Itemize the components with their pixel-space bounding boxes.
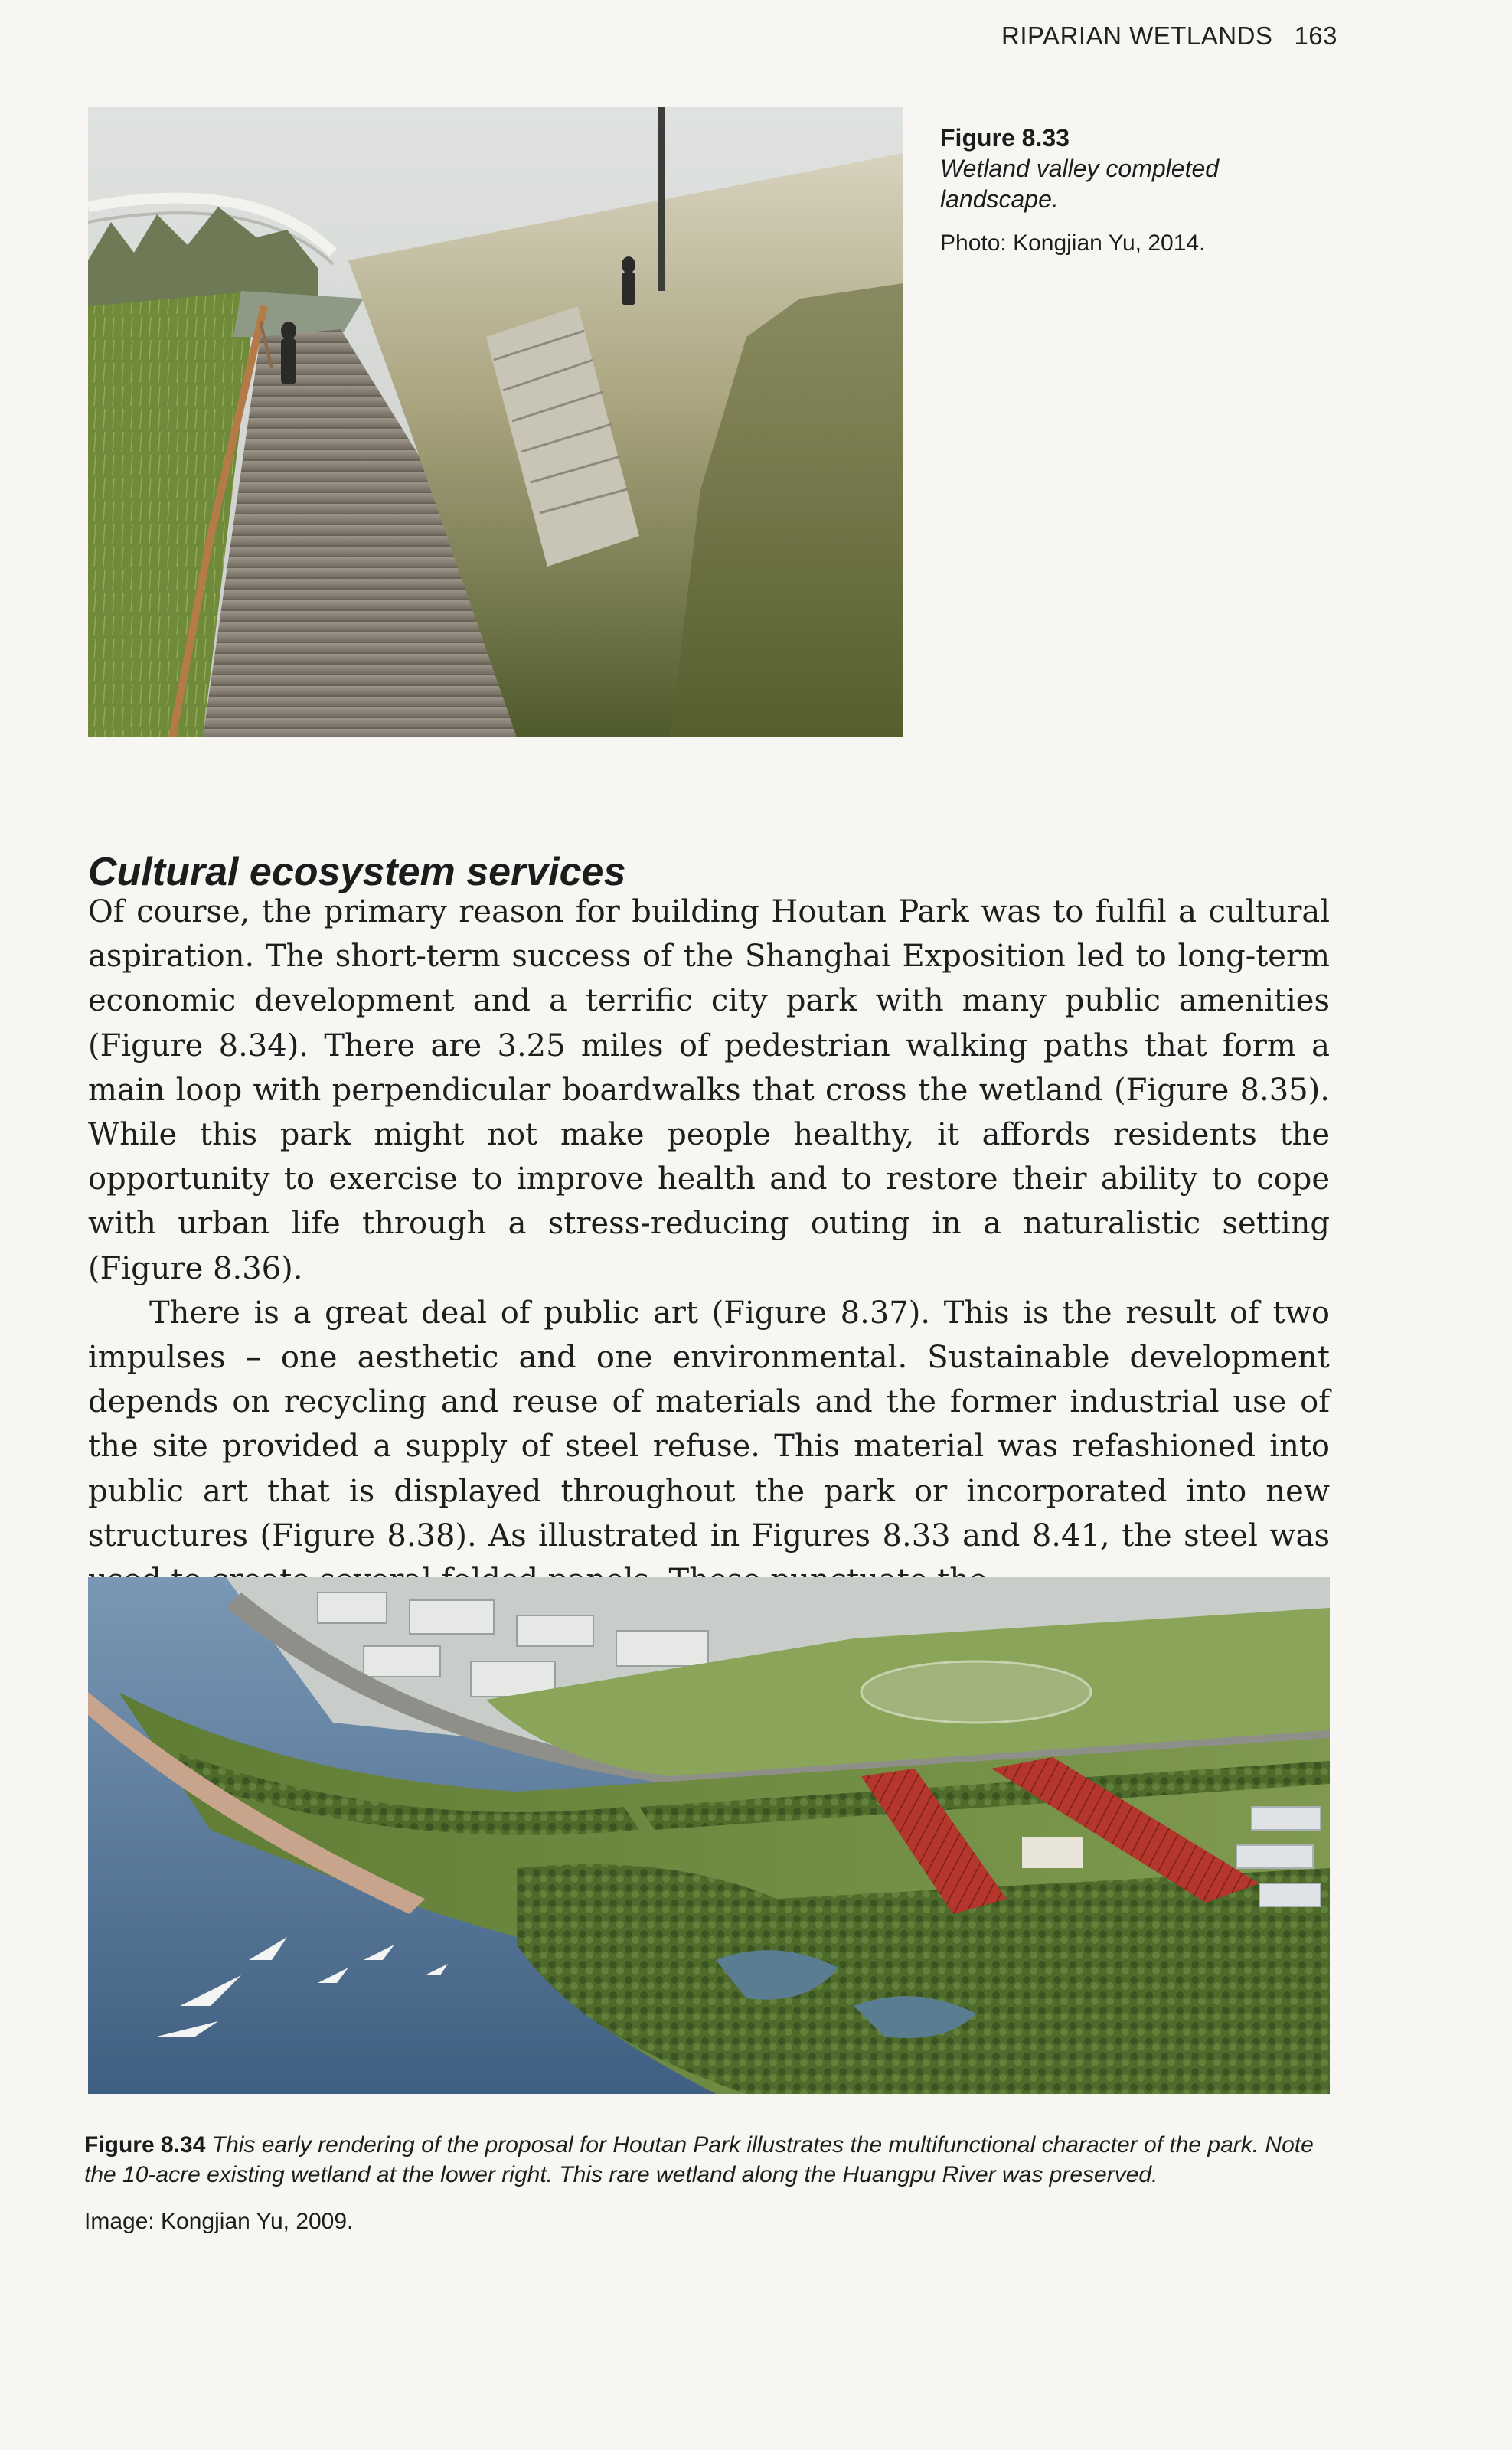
figure-8-33-photo xyxy=(88,107,903,737)
paragraph-2: There is a great deal of public art (Figure 8.37). This is the result of two impulses – one aesthetic and one environmental. Sustainable development depends on recycling and reuse of materials and the former industrial use of the site provided a supply of steel refuse. This material was refashioned into public art that is displayed throughout the park or incorporated into new structures (Figure 8.38). As illustrated in Figures 8.33 and 8.41, the steel was xyxy=(88,1295,1330,1553)
photo-credit: Photo: Kongjian Yu, 2014. xyxy=(940,230,1206,256)
figure-label: Figure 8.34 xyxy=(84,2132,212,2158)
body-text xyxy=(88,890,1330,1602)
figure-8-34-rendering xyxy=(88,1577,1330,2094)
section-heading: Cultural ecosystem services xyxy=(88,850,626,895)
figure-caption-text: Wetland valley completed landscape. xyxy=(940,155,1220,213)
image-credit: Image: Kongjian Yu, 2009. xyxy=(84,2209,354,2234)
figure-8-33-caption xyxy=(940,122,1338,259)
page-number: 163 xyxy=(1294,21,1337,50)
figure-label: Figure 8.33 xyxy=(940,124,1070,152)
figure-8-34-caption xyxy=(84,2130,1332,2236)
running-title: RIPARIAN WETLANDS xyxy=(1001,21,1273,50)
paragraph-1: Of course, the primary reason for building Houtan Park was to fulfil a cultural aspiration. The short-term success of the Shanghai Exposition led to long-term economic development and a terrific city park with many public amenities (Figure 8.34). There are 3.25 miles of pedestrian walking paths that form a main loop with perpendicular boardwalks that cross the wetland (Figure 8.35). While this park might not make people healthy, it affords residents the opportunity to exercise to improve health and to restore their ability to cope with urban life through a stress-reducing outing in a naturalistic setting (Figure 8.36). xyxy=(88,894,1330,1286)
running-header xyxy=(1001,21,1337,51)
figure-caption-text: This early rendering of the proposal for Houtan Park illustrates the multifunctional character of the park. Note the 10-acre existing wetland at the lower right. This rare wetland along the Huangpu River was preserved. xyxy=(84,2132,1314,2187)
